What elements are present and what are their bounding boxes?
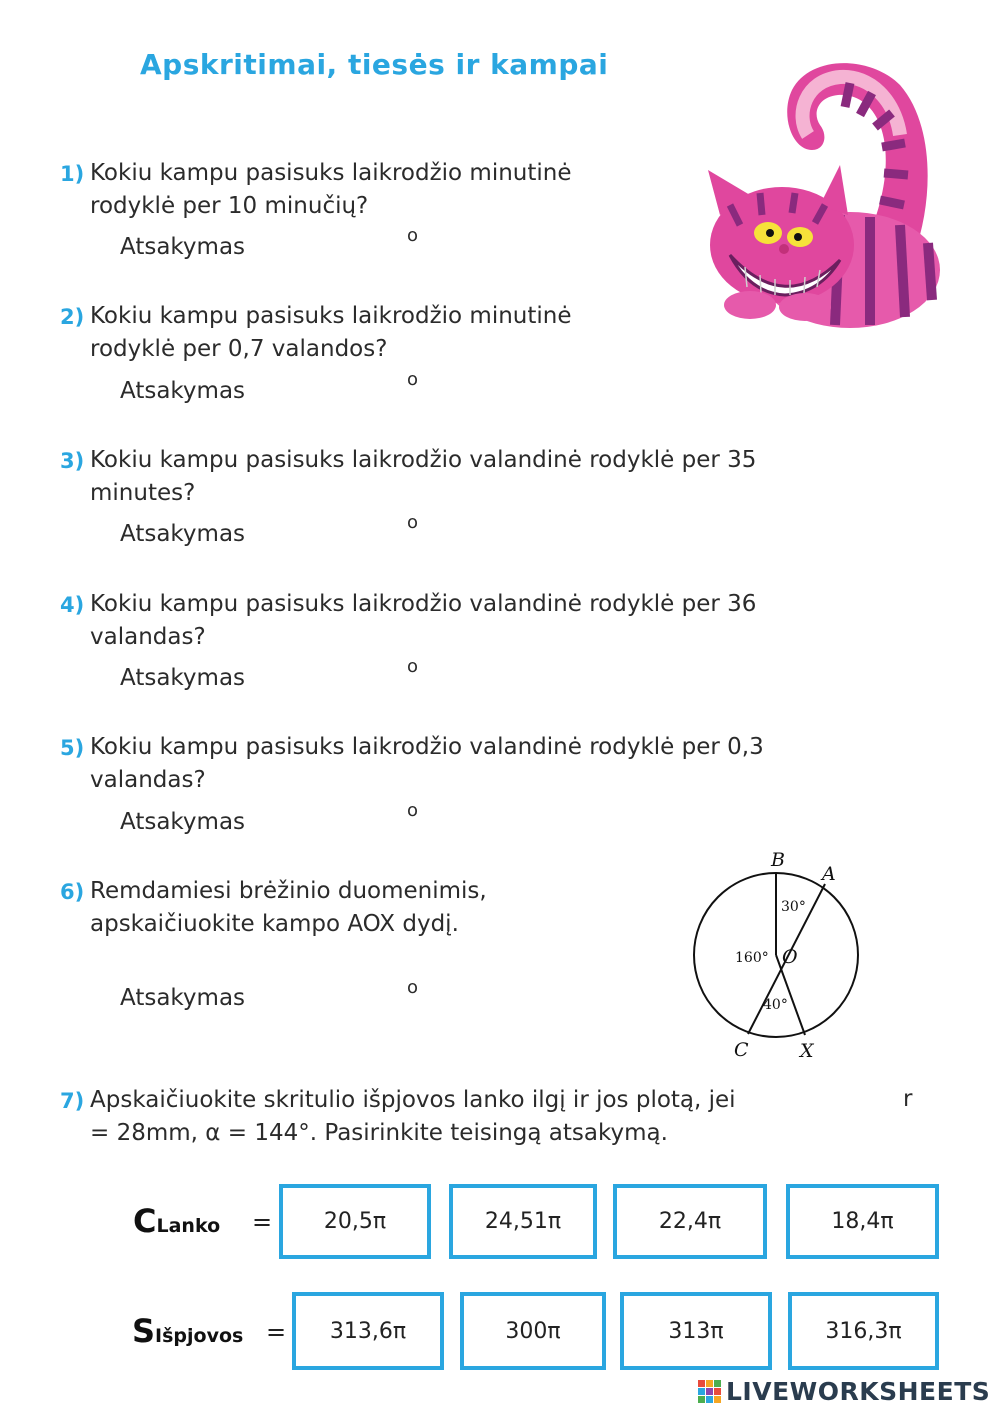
- degree-symbol: o: [407, 977, 419, 998]
- degree-symbol: o: [407, 369, 419, 390]
- answer-label: Atsakymas: [120, 234, 246, 260]
- choice-c-1[interactable]: [279, 1184, 431, 1259]
- degree-symbol: o: [407, 512, 419, 533]
- question-number: 6): [60, 880, 85, 904]
- answer-6-input[interactable]: [280, 987, 404, 1019]
- question-4: [60, 588, 880, 654]
- formula-c-sub: Lanko: [156, 1215, 221, 1237]
- logo-text: LIVEWORKSHEETS: [726, 1377, 991, 1406]
- question-text-line2: rodyklė per 10 minučių?: [90, 193, 369, 219]
- choice-c-3[interactable]: [613, 1184, 767, 1259]
- question-number: 2): [60, 305, 85, 329]
- question-text-line2: valandas?: [90, 624, 206, 650]
- choice-s-1[interactable]: [292, 1292, 444, 1370]
- question-5: [60, 731, 880, 797]
- question-text-line2: apskaičiuokite kampo AOX dydį.: [90, 911, 459, 937]
- choice-label: 24,51π: [484, 1209, 562, 1234]
- logo-icon: [698, 1380, 722, 1404]
- label-x: X: [800, 1040, 814, 1062]
- choice-label: 22,4π: [658, 1209, 722, 1234]
- circle-diagram: [675, 845, 875, 1065]
- question-number: 5): [60, 736, 85, 760]
- answer-label: Atsakymas: [120, 665, 246, 691]
- question-text-line1: Kokiu kampu pasisuks laikrodžio valandinė rodyklė per 35: [90, 447, 757, 473]
- question-number: 4): [60, 593, 85, 617]
- formula-s-ispjovos: [132, 1312, 243, 1350]
- answer-label: Atsakymas: [120, 809, 246, 835]
- choice-c-2[interactable]: [449, 1184, 597, 1259]
- radius-label: r: [903, 1086, 913, 1112]
- question-text-line1: Kokiu kampu pasisuks laikrodžio minutinė: [90, 303, 572, 329]
- question-text-line1: Apskaičiuokite skritulio išpjovos lanko ilgį ir jos plotą, jei: [90, 1087, 736, 1113]
- choice-label: 20,5π: [323, 1209, 387, 1234]
- answer-label: Atsakymas: [120, 985, 246, 1011]
- choice-label: 300π: [505, 1318, 561, 1344]
- question-text-line2: valandas?: [90, 767, 206, 793]
- question-1: [60, 157, 880, 223]
- answer-label: Atsakymas: [120, 378, 246, 404]
- question-text-line2: = 28mm, α = 144°. Pasirinkite teisingą atsakymą.: [90, 1120, 668, 1146]
- angle-160: 160°: [735, 950, 769, 966]
- label-c: C: [734, 1039, 749, 1061]
- liveworksheets-logo: [698, 1377, 990, 1406]
- equals-sign: =: [252, 1208, 273, 1236]
- question-3: [60, 444, 880, 510]
- choice-label: 313π: [668, 1318, 724, 1344]
- answer-2-input[interactable]: [280, 380, 404, 412]
- question-2: [60, 300, 880, 366]
- question-text-line1: Kokiu kampu pasisuks laikrodžio valandinė rodyklė per 0,3: [90, 734, 764, 760]
- angle-40: 40°: [763, 997, 788, 1013]
- degree-symbol: o: [407, 656, 419, 677]
- label-b: B: [771, 849, 785, 871]
- answer-1-input[interactable]: [280, 236, 404, 268]
- answer-4-input[interactable]: [280, 667, 404, 699]
- degree-symbol: o: [407, 225, 419, 246]
- question-text-line1: Remdamiesi brėžinio duomenimis,: [90, 878, 487, 904]
- answer-3-input[interactable]: [280, 523, 404, 555]
- question-text-line2: minutes?: [90, 480, 196, 506]
- choice-label: 313,6π: [329, 1318, 407, 1344]
- formula-c-lanko: [133, 1202, 220, 1240]
- choice-c-4[interactable]: [786, 1184, 939, 1259]
- answer-5-input[interactable]: [280, 811, 404, 843]
- question-number: 3): [60, 449, 85, 473]
- equals-sign: =: [266, 1318, 287, 1346]
- formula-s-main: S: [132, 1312, 156, 1350]
- page-title: Apskritimai, tiesės ir kampai: [140, 48, 609, 81]
- answer-label: Atsakymas: [120, 521, 246, 547]
- choice-label: 316,3π: [825, 1318, 902, 1344]
- choice-s-3[interactable]: [620, 1292, 772, 1370]
- question-number: 1): [60, 162, 85, 186]
- question-text-line2: rodyklė per 0,7 valandos?: [90, 336, 388, 362]
- angle-30: 30°: [781, 899, 806, 915]
- question-text-line1: Kokiu kampu pasisuks laikrodžio minutinė: [90, 160, 572, 186]
- formula-s-sub: Išpjovos: [155, 1325, 244, 1347]
- question-text-line1: Kokiu kampu pasisuks laikrodžio valandinė rodyklė per 36: [90, 591, 757, 617]
- choice-s-4[interactable]: [788, 1292, 939, 1370]
- formula-c-main: C: [133, 1202, 157, 1240]
- choice-label: 18,4π: [831, 1209, 894, 1234]
- label-a: A: [822, 863, 836, 885]
- question-number: 7): [60, 1089, 85, 1113]
- label-o: O: [782, 946, 798, 968]
- choice-s-2[interactable]: [460, 1292, 606, 1370]
- degree-symbol: o: [407, 800, 419, 821]
- question-7: [60, 1084, 880, 1150]
